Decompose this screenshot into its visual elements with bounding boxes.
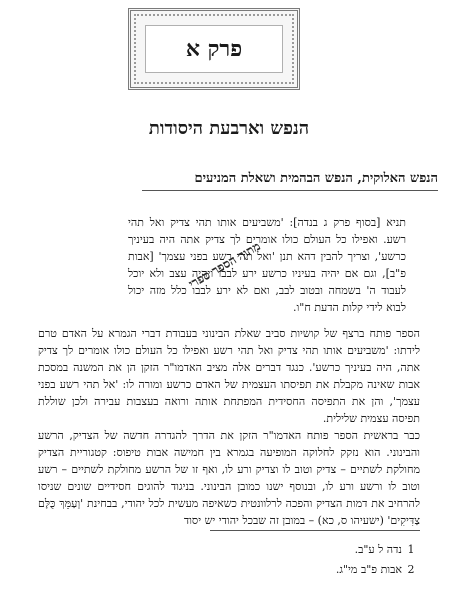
footnote (160, 542, 420, 557)
quote-paragraph: תניא [בסוף פרק ג בנדה]: 'משביעים אותו תהי צדיק ואל תהי רשע. ואפילו כל העולם כולו אומרים לך צדיק אתה היה בעיניך כרשע', וצריך להבין דהא תנן 'ואל תהי רשע בפני עצמך' [אבות פ"ב], וגם אם יהיה בעיניו כרשע ירע לבבו ויהיה עצב ולא יוכל לעבוד ה' בשמחה ובטוב לבב, ואם לא ירע לבבו כלל מזה יכול לבוא לידי קלות הדעת ח"ו. (128, 216, 406, 314)
body-paragraph-1: הספר פותח ברצף של קושיות סביב שאלת הבינוני בעבודת דברי הגמרא על האדם טרם לידתו: 'משביעים אותו תהי צדיק ואל תהי רשע ואפילו כל העולם כולו אומרים לך צדיק אתה, היה בעיניך כרשע'. כנגד דברים אלה מציב האדמו"ר הזקן הן את המשנה במסכת אבות שאינה מקבלת את תפיסתו העצמית של האדם כרשע ומורה לו: 'אל תהי רשע בפני עצמך', והן את התפיסה החסידית המפתחת אותה ורואה בעצבות עבירה ולכן שוללת תפיסה עצמית שלילית. (38, 327, 420, 425)
chapter-frame (128, 8, 300, 90)
footnote-number: 1 (407, 543, 415, 556)
footnote-text: אבות פ"ב מי"ג. (335, 563, 402, 576)
section-rule (142, 190, 438, 191)
section-header (142, 170, 438, 191)
chapter-frame-inner (145, 25, 283, 73)
section-title: הנפש האלוקית, הנפש הבהמית ושאלת המניעים (194, 171, 438, 186)
main-title: הנפש וארבעת היסודות (148, 118, 310, 139)
body-text (38, 325, 420, 529)
footnote-rule (210, 530, 420, 531)
footnote-text: נדה ל ע"ב. (354, 543, 402, 556)
footnote (160, 562, 420, 577)
body-paragraph-2: כבר בראשית הספר פותח האדמו"ר הזקן את הדרך להגדרה חדשה של הצדיק, הרשע והבינוני. הוא נזקק לחלוקה המופיעה בגמרא בין חמישה אבות טיפוס: קטגוריית הצדיק מחולקת לשתיים – צדיק וטוב לו וצדיק ורע לו, ואף זו של הרשע מחולקת לשתיים – רשע וטוב לו ורשע ורע לו, ובנוסף ישנו כמובן הבינוני. בניגוד להוגים חסידיים שונים שניסו להרחיב את דמות הצדיק והפכה לרלוונטית כשאיפה מעשית לכל יהודי, בבחינת 'וְעַמֵּךְ כֻּלָּם צַדִּיקִים' (ישעיהו ס, כא) – במובן זה שבכל יהודי יש יסוד (38, 429, 420, 527)
footnote-number: 2 (407, 563, 415, 576)
chapter-title: פרק א (185, 36, 243, 62)
watermark-stamp: מתוך הספר ספרי (186, 238, 263, 292)
